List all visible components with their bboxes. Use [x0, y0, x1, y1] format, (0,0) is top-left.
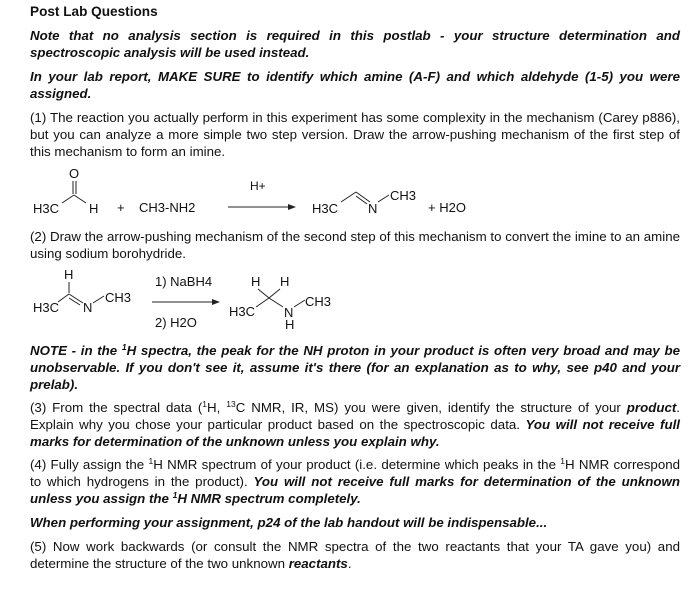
imine-bond	[341, 192, 356, 202]
note-no-analysis: Note that no analysis section is required in this postlab - your structure determination and spectroscopic analysis will be used instead.	[30, 28, 680, 60]
aldehyde-bond	[74, 195, 86, 203]
question-3: (3) From the spectral data ($^1$H, $^{13}$C NMR, IR, MS) you were given, identify the structure of your product. Explain why you chose your particular product based on the spectroscopic data. You will not receive full marks for determination of the unknown unless you explain why.	[30, 399, 680, 449]
amine-bond	[256, 298, 269, 307]
aldehyde-methyl: H3C	[33, 201, 60, 216]
imine-nitrogen: N	[83, 300, 93, 315]
aldehyde-bond	[62, 195, 74, 203]
imine-nitrogen: N	[368, 201, 378, 216]
imine-bond	[378, 195, 389, 202]
acid-catalyst: H+	[250, 179, 266, 193]
note-identify-reagents: In your lab report, MAKE SURE to identify which amine (A-F) and which aldehyde (1-5) you were assigned.	[30, 69, 680, 101]
imine-formation-scheme	[0, 160, 700, 220]
question-5: (5) Now work backwards (or consult the NMR spectra of the two reactants that your TA gave you) and determine the structure of the two unknown reactants.	[30, 539, 680, 571]
question-1: (1) The reaction you actually perform in this experiment has some complexity in the mechanism (Carey p886), but you can analyze a more simple two step version. Draw the arrow-pushing mechanism of the first step of this mechanism to form an imine.	[30, 110, 680, 159]
aldehyde-hydrogen: H	[89, 201, 99, 216]
plus-sign: +	[117, 200, 125, 215]
page-title: Post Lab Questions	[30, 4, 158, 19]
amine-nitrogen: N	[284, 305, 294, 320]
reduction-step-2: 2) H2O	[155, 315, 197, 330]
imine-bond	[58, 294, 69, 302]
amine-bond	[294, 300, 305, 307]
imine-double-bond	[69, 294, 83, 303]
question-2: (2) Draw the arrow-pushing mechanism of the second step of this mechanism to convert the imine to an amine using sodium borohydride.	[30, 229, 680, 261]
note-nh-proton: NOTE - in the $^1$H spectra, the peak for the NH proton in your product is often very broad and may be unobservable. If you don't see it, assume it's there (for an explanation as to why, see p40 and your prelab).	[30, 342, 680, 392]
methylamine: CH3-NH2	[139, 200, 196, 215]
imine-methyl: H3C	[312, 201, 339, 216]
reaction-arrow-head	[288, 204, 296, 210]
amine-hydrogen-left: H	[251, 274, 261, 289]
imine-methyl: H3C	[33, 300, 60, 315]
imine-double-bond	[69, 298, 80, 305]
note-lab-handout: When performing your assignment, p24 of the lab handout will be indispensable...	[30, 515, 548, 530]
reaction-arrow-head	[212, 299, 220, 305]
amine-bond	[269, 289, 280, 298]
imine-double-bond	[356, 196, 367, 204]
amine-hydrogen-right: H	[280, 274, 290, 289]
amine-bond	[258, 289, 269, 298]
amine-nh-hydrogen: H	[285, 317, 295, 332]
imine-n-methyl: CH3	[390, 188, 417, 203]
imine-bond	[93, 296, 104, 303]
imine-hydrogen: H	[64, 267, 74, 282]
imine-n-methyl: CH3	[105, 290, 132, 305]
water: + H2O	[428, 200, 466, 215]
amine-bond	[269, 298, 283, 307]
question-4: (4) Fully assign the $^1$H NMR spectrum of your product (i.e. determine which peaks in the $^1$H NMR correspond to which hydrogens in the product). You will not receive full marks for determination of the unknown unless you assign the $^1$H NMR spectrum completely.	[30, 456, 681, 506]
reduction-step-1: 1) NaBH4	[155, 274, 213, 289]
reduction-scheme	[0, 265, 700, 337]
aldehyde-oxygen: O	[69, 166, 80, 181]
amine-methyl: H3C	[229, 304, 256, 319]
amine-n-methyl: CH3	[305, 294, 332, 309]
